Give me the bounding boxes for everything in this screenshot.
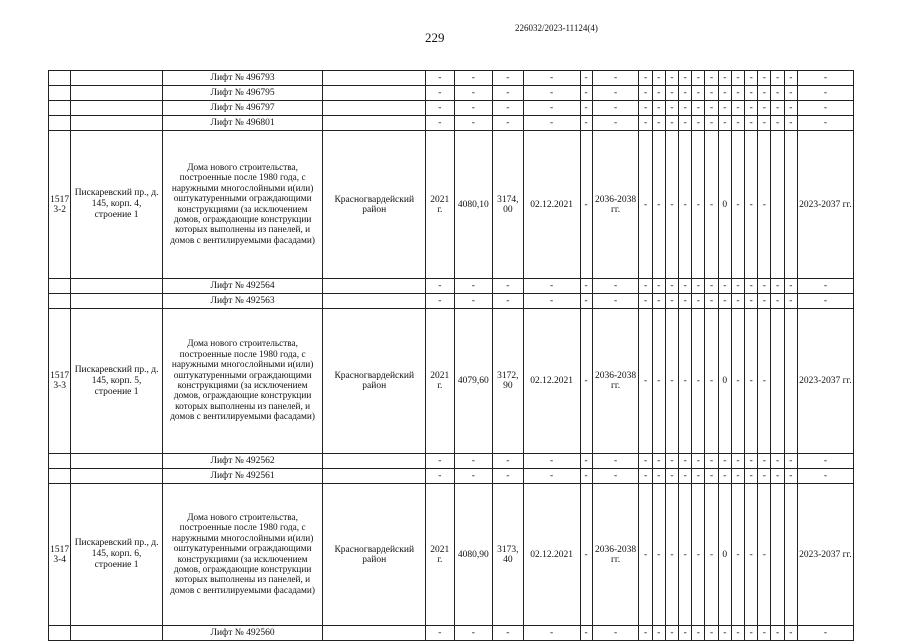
lift-value-cell: - (718, 86, 731, 101)
lift-value-cell: - (731, 469, 744, 484)
district-cell (323, 86, 426, 101)
lift-name: Лифт № 492560 (162, 626, 323, 641)
work-cell: - (705, 484, 718, 626)
lift-value-cell: - (639, 294, 652, 309)
lift-value-cell: - (426, 294, 454, 309)
lift-value-cell: - (493, 454, 523, 469)
lift-value-cell: - (679, 469, 692, 484)
lift-value-cell: - (745, 116, 758, 131)
lift-value-cell: - (797, 86, 853, 101)
lift-value-cell: - (705, 86, 718, 101)
lift-value-cell: - (731, 454, 744, 469)
lift-value-cell: - (652, 626, 665, 641)
lift-value-cell: - (580, 86, 592, 101)
lift-value-cell: - (692, 86, 705, 101)
lift-name: Лифт № 496795 (162, 86, 323, 101)
lift-value-cell: - (592, 101, 639, 116)
address-cell (71, 86, 162, 101)
work-cell: - (705, 131, 718, 279)
work-cell: - (665, 309, 678, 454)
lift-value-cell: - (665, 469, 678, 484)
district-name: Красногвардейский район (323, 484, 426, 626)
lift-value-cell: - (592, 71, 639, 86)
lift-value-cell: - (679, 116, 692, 131)
lift-value-cell: - (454, 71, 493, 86)
lift-value-cell: - (493, 279, 523, 294)
lift-value-cell: - (745, 86, 758, 101)
lift-value-cell: - (705, 294, 718, 309)
work-cell: - (705, 309, 718, 454)
lift-value-cell: - (705, 454, 718, 469)
lift-value-cell: - (705, 71, 718, 86)
building-number: 1517 3-2 (49, 131, 71, 279)
lift-value-cell: - (523, 294, 580, 309)
lift-value-cell: - (797, 626, 853, 641)
lift-row (49, 101, 854, 116)
row-number-cell (49, 116, 71, 131)
empty-cell (784, 309, 797, 454)
lift-value-cell: - (784, 626, 797, 641)
row-number-cell (49, 86, 71, 101)
work-cell: - (731, 309, 744, 454)
build-year: 2021 г. (426, 309, 454, 454)
lift-row (49, 294, 854, 309)
lift-value-cell: - (797, 294, 853, 309)
lift-value-cell: - (731, 101, 744, 116)
district-cell (323, 279, 426, 294)
lift-value-cell: - (745, 71, 758, 86)
lift-value-cell: - (426, 86, 454, 101)
lift-value-cell: - (493, 294, 523, 309)
work-cell: - (731, 484, 744, 626)
lift-value-cell: - (665, 279, 678, 294)
lift-name: Лифт № 496793 (162, 71, 323, 86)
repair-period: 2036-2038 гг. (592, 484, 639, 626)
work-cell: - (692, 309, 705, 454)
building-address: Пискаревский пр., д. 145, корп. 5, строение 1 (71, 309, 162, 454)
lift-value-cell: - (665, 86, 678, 101)
total-area: 4079,60 (454, 309, 493, 454)
lift-value-cell: - (454, 626, 493, 641)
row-number-cell (49, 626, 71, 641)
work-cell: - (745, 131, 758, 279)
district-name: Красногвардейский район (323, 131, 426, 279)
building-description: Дома нового строительства, построенные после 1980 года, с наружными многослойными и(или) оштукатуренными ограждающими конструкциями (за исключением домов, ограждающие конструкции которых выполнены из панелей, и домов с вентилируемыми фасадами) (162, 131, 323, 279)
row-number-cell (49, 294, 71, 309)
lift-value-cell: - (426, 469, 454, 484)
row-number-cell (49, 101, 71, 116)
register-table (48, 70, 854, 641)
lift-value-cell: - (639, 454, 652, 469)
lift-value-cell: - (745, 454, 758, 469)
lift-value-cell: - (493, 101, 523, 116)
lift-value-cell: - (580, 101, 592, 116)
repair-term: 2023-2037 гг. (797, 131, 853, 279)
work-cell: - (639, 484, 652, 626)
lift-value-cell: - (758, 86, 771, 101)
lift-value-cell: - (758, 469, 771, 484)
value-cell: - (580, 131, 592, 279)
lift-value-cell: - (784, 469, 797, 484)
lift-value-cell: - (797, 469, 853, 484)
lift-value-cell: - (771, 454, 784, 469)
lift-value-cell: - (580, 454, 592, 469)
lift-value-cell: - (797, 279, 853, 294)
lift-row (49, 279, 854, 294)
lift-value-cell: - (718, 71, 731, 86)
lift-value-cell: - (639, 71, 652, 86)
lift-value-cell: - (784, 454, 797, 469)
lift-name: Лифт № 492563 (162, 294, 323, 309)
registration-date: 02.12.2021 (523, 484, 580, 626)
lift-value-cell: - (454, 469, 493, 484)
lift-value-cell: - (426, 626, 454, 641)
lift-value-cell: - (705, 116, 718, 131)
lift-value-cell: - (771, 279, 784, 294)
value-cell: - (580, 309, 592, 454)
address-cell (71, 626, 162, 641)
district-cell (323, 454, 426, 469)
lift-value-cell: - (692, 626, 705, 641)
building-description: Дома нового строительства, построенные после 1980 года, с наружными многослойными и(или) оштукатуренными ограждающими конструкциями (за исключением домов, ограждающие конструкции которых выполнены из панелей, и домов с вентилируемыми фасадами) (162, 309, 323, 454)
lift-value-cell: - (523, 454, 580, 469)
lift-value-cell: - (771, 86, 784, 101)
lift-value-cell: - (784, 116, 797, 131)
value-cell: - (580, 484, 592, 626)
lift-value-cell: - (784, 294, 797, 309)
lift-value-cell: - (784, 71, 797, 86)
lift-value-cell: - (692, 101, 705, 116)
work-cell: - (745, 484, 758, 626)
lift-value-cell: - (797, 454, 853, 469)
lift-name: Лифт № 492564 (162, 279, 323, 294)
work-cell: - (665, 484, 678, 626)
lift-value-cell: - (679, 101, 692, 116)
total-area: 4080,10 (454, 131, 493, 279)
row-number-cell (49, 279, 71, 294)
lift-value-cell: - (692, 71, 705, 86)
lift-value-cell: - (639, 86, 652, 101)
work-cell: - (745, 309, 758, 454)
page-number: 229 (425, 30, 445, 45)
lift-value-cell: - (758, 454, 771, 469)
work-cell: - (639, 309, 652, 454)
lift-name: Лифт № 496801 (162, 116, 323, 131)
lift-value-cell: - (592, 86, 639, 101)
lift-value-cell: - (718, 469, 731, 484)
work-cell: 0 (718, 484, 731, 626)
lift-value-cell: - (692, 454, 705, 469)
lift-value-cell: - (580, 279, 592, 294)
lift-value-cell: - (493, 469, 523, 484)
address-cell (71, 454, 162, 469)
lift-value-cell: - (692, 469, 705, 484)
lift-value-cell: - (454, 116, 493, 131)
lift-value-cell: - (493, 626, 523, 641)
lift-value-cell: - (454, 101, 493, 116)
lift-value-cell: - (580, 116, 592, 131)
lift-value-cell: - (665, 116, 678, 131)
lift-row (49, 86, 854, 101)
lift-value-cell: - (745, 101, 758, 116)
lift-row (49, 469, 854, 484)
empty-cell (784, 484, 797, 626)
lift-value-cell: - (758, 101, 771, 116)
work-cell: - (679, 309, 692, 454)
lift-value-cell: - (580, 469, 592, 484)
lift-value-cell: - (745, 294, 758, 309)
empty-cell (771, 131, 784, 279)
lift-value-cell: - (771, 71, 784, 86)
lift-value-cell: - (639, 116, 652, 131)
lift-value-cell: - (592, 469, 639, 484)
lift-row (49, 71, 854, 86)
lift-value-cell: - (652, 294, 665, 309)
lift-value-cell: - (592, 116, 639, 131)
lift-value-cell: - (639, 279, 652, 294)
lift-value-cell: - (523, 469, 580, 484)
lift-value-cell: - (679, 279, 692, 294)
lift-value-cell: - (665, 454, 678, 469)
lift-value-cell: - (745, 279, 758, 294)
lift-value-cell: - (705, 626, 718, 641)
work-cell: - (692, 131, 705, 279)
address-cell (71, 294, 162, 309)
lift-value-cell: - (580, 294, 592, 309)
address-cell (71, 279, 162, 294)
lift-value-cell: - (665, 101, 678, 116)
district-cell (323, 469, 426, 484)
lift-value-cell: - (679, 294, 692, 309)
lift-name: Лифт № 496797 (162, 101, 323, 116)
building-row (49, 309, 854, 454)
lift-value-cell: - (639, 626, 652, 641)
lift-name: Лифт № 492561 (162, 469, 323, 484)
registration-date: 02.12.2021 (523, 131, 580, 279)
empty-cell (771, 484, 784, 626)
lift-value-cell: - (758, 279, 771, 294)
building-number: 1517 3-3 (49, 309, 71, 454)
lift-value-cell: - (797, 101, 853, 116)
lift-value-cell: - (679, 71, 692, 86)
lift-value-cell: - (771, 116, 784, 131)
lift-value-cell: - (652, 101, 665, 116)
lift-value-cell: - (771, 101, 784, 116)
lift-value-cell: - (784, 86, 797, 101)
address-cell (71, 469, 162, 484)
lift-value-cell: - (718, 101, 731, 116)
lift-value-cell: - (523, 101, 580, 116)
lift-value-cell: - (523, 86, 580, 101)
empty-cell (771, 309, 784, 454)
lift-value-cell: - (797, 71, 853, 86)
lift-value-cell: - (758, 116, 771, 131)
lift-value-cell: - (652, 71, 665, 86)
building-row (49, 484, 854, 626)
lift-value-cell: - (426, 101, 454, 116)
district-cell (323, 626, 426, 641)
lift-value-cell: - (679, 454, 692, 469)
lift-value-cell: - (454, 86, 493, 101)
work-cell: - (731, 131, 744, 279)
build-year: 2021 г. (426, 484, 454, 626)
lift-value-cell: - (523, 626, 580, 641)
lift-value-cell: - (692, 116, 705, 131)
living-area: 3174, 00 (493, 131, 523, 279)
lift-value-cell: - (665, 294, 678, 309)
row-number-cell (49, 71, 71, 86)
lift-value-cell: - (718, 116, 731, 131)
lift-row (49, 626, 854, 641)
lift-value-cell: - (705, 279, 718, 294)
lift-value-cell: - (665, 71, 678, 86)
build-year: 2021 г. (426, 131, 454, 279)
empty-cell (784, 131, 797, 279)
lift-value-cell: - (705, 469, 718, 484)
lift-value-cell: - (426, 454, 454, 469)
lift-value-cell: - (731, 279, 744, 294)
lift-value-cell: - (718, 294, 731, 309)
work-cell: 0 (718, 131, 731, 279)
lift-value-cell: - (454, 294, 493, 309)
lift-value-cell: - (639, 469, 652, 484)
work-cell: - (758, 309, 771, 454)
lift-value-cell: - (718, 626, 731, 641)
lift-row (49, 454, 854, 469)
district-cell (323, 116, 426, 131)
lift-value-cell: - (652, 454, 665, 469)
lift-name: Лифт № 492562 (162, 454, 323, 469)
lift-value-cell: - (493, 86, 523, 101)
lift-value-cell: - (454, 279, 493, 294)
lift-value-cell: - (580, 71, 592, 86)
lift-value-cell: - (652, 116, 665, 131)
lift-value-cell: - (426, 116, 454, 131)
lift-value-cell: - (784, 279, 797, 294)
lift-value-cell: - (771, 294, 784, 309)
lift-value-cell: - (523, 116, 580, 131)
building-row (49, 131, 854, 279)
work-cell: - (679, 484, 692, 626)
lift-value-cell: - (705, 101, 718, 116)
lift-value-cell: - (692, 279, 705, 294)
lift-value-cell: - (731, 116, 744, 131)
address-cell (71, 116, 162, 131)
lift-value-cell: - (665, 626, 678, 641)
repair-term: 2023-2037 гг. (797, 309, 853, 454)
work-cell: 0 (718, 309, 731, 454)
work-cell: - (639, 131, 652, 279)
lift-value-cell: - (679, 626, 692, 641)
lift-value-cell: - (771, 626, 784, 641)
district-name: Красногвардейский район (323, 309, 426, 454)
address-cell (71, 71, 162, 86)
lift-value-cell: - (718, 279, 731, 294)
lift-value-cell: - (592, 279, 639, 294)
work-cell: - (665, 131, 678, 279)
work-cell: - (652, 484, 665, 626)
lift-value-cell: - (652, 279, 665, 294)
lift-value-cell: - (797, 116, 853, 131)
lift-value-cell: - (592, 454, 639, 469)
lift-value-cell: - (679, 86, 692, 101)
district-cell (323, 294, 426, 309)
lift-value-cell: - (426, 71, 454, 86)
district-cell (323, 101, 426, 116)
lift-value-cell: - (639, 101, 652, 116)
lift-value-cell: - (592, 626, 639, 641)
lift-value-cell: - (652, 86, 665, 101)
lift-value-cell: - (652, 469, 665, 484)
lift-value-cell: - (771, 469, 784, 484)
repair-term: 2023-2037 гг. (797, 484, 853, 626)
lift-value-cell: - (718, 454, 731, 469)
lift-value-cell: - (758, 626, 771, 641)
building-description: Дома нового строительства, построенные после 1980 года, с наружными многослойными и(или) оштукатуренными ограждающими конструкциями (за исключением домов, ограждающие конструкции которых выполнены из панелей, и домов с вентилируемыми фасадами) (162, 484, 323, 626)
work-cell: - (758, 484, 771, 626)
building-address: Пискаревский пр., д. 145, корп. 4, строение 1 (71, 131, 162, 279)
total-area: 4080,90 (454, 484, 493, 626)
lift-value-cell: - (731, 71, 744, 86)
lift-value-cell: - (523, 71, 580, 86)
lift-value-cell: - (580, 626, 592, 641)
work-cell: - (652, 309, 665, 454)
lift-value-cell: - (731, 626, 744, 641)
work-cell: - (692, 484, 705, 626)
lift-value-cell: - (426, 279, 454, 294)
lift-value-cell: - (454, 454, 493, 469)
building-number: 1517 3-4 (49, 484, 71, 626)
lift-value-cell: - (745, 626, 758, 641)
address-cell (71, 101, 162, 116)
lift-value-cell: - (592, 294, 639, 309)
lift-value-cell: - (745, 469, 758, 484)
row-number-cell (49, 454, 71, 469)
lift-value-cell: - (523, 279, 580, 294)
repair-period: 2036-2038 гг. (592, 309, 639, 454)
lift-value-cell: - (758, 71, 771, 86)
lift-row (49, 116, 854, 131)
living-area: 3173, 40 (493, 484, 523, 626)
repair-period: 2036-2038 гг. (592, 131, 639, 279)
building-address: Пискаревский пр., д. 145, корп. 6, строение 1 (71, 484, 162, 626)
work-cell: - (652, 131, 665, 279)
lift-value-cell: - (758, 294, 771, 309)
district-cell (323, 71, 426, 86)
document-code: 226032/2023-11124(4) (515, 23, 598, 33)
row-number-cell (49, 469, 71, 484)
lift-value-cell: - (784, 101, 797, 116)
lift-value-cell: - (493, 71, 523, 86)
lift-value-cell: - (731, 86, 744, 101)
work-cell: - (758, 131, 771, 279)
work-cell: - (679, 131, 692, 279)
lift-value-cell: - (493, 116, 523, 131)
lift-value-cell: - (731, 294, 744, 309)
registration-date: 02.12.2021 (523, 309, 580, 454)
living-area: 3172, 90 (493, 309, 523, 454)
lift-value-cell: - (692, 294, 705, 309)
